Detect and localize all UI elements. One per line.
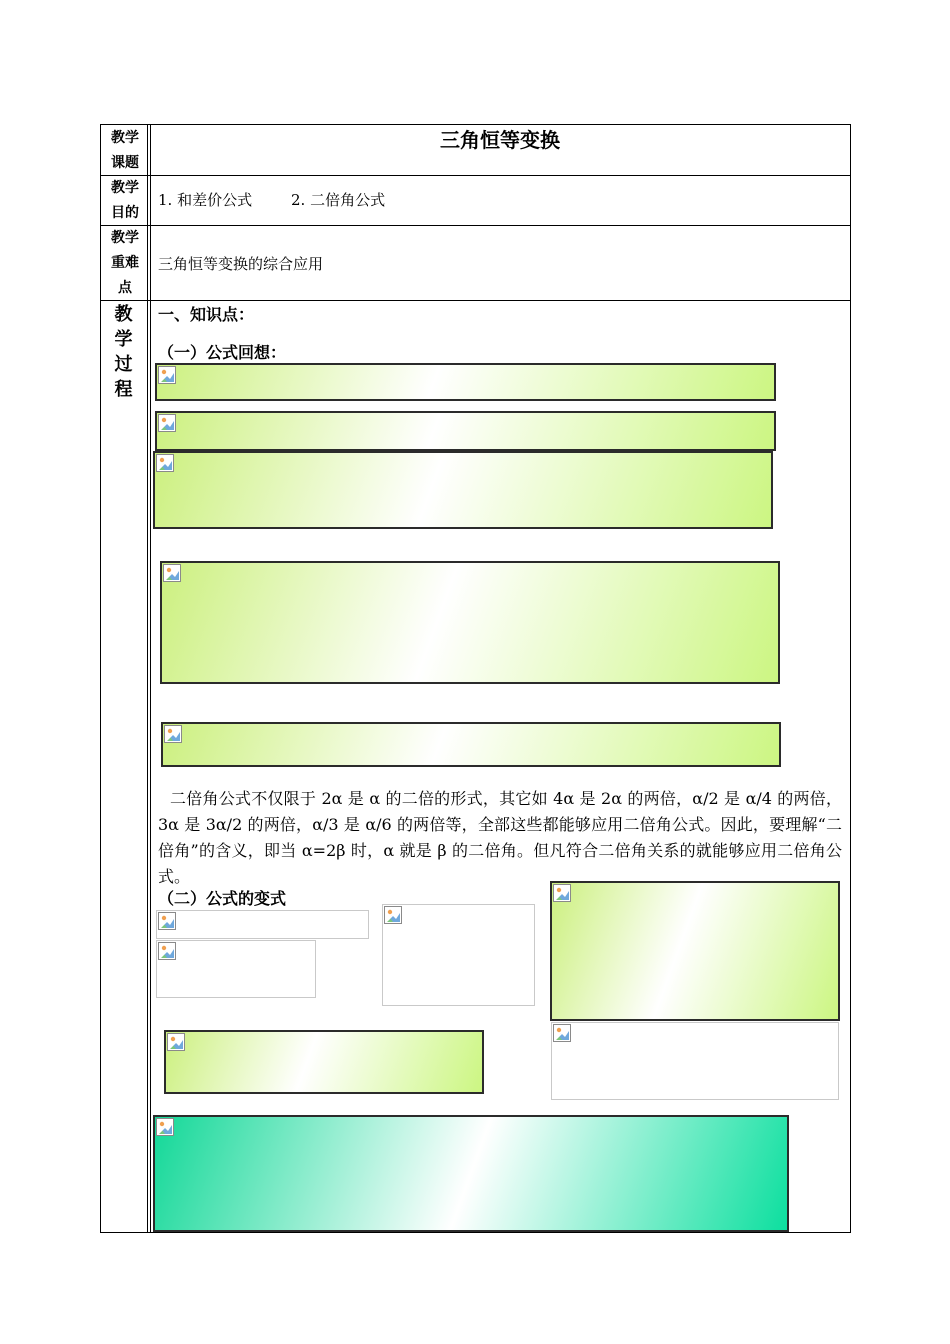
formula-image [153, 451, 773, 529]
lesson-title: 三角恒等变换 [440, 128, 560, 152]
subsection-heading-review: （一）公式回想： [158, 343, 287, 362]
broken-image-icon [158, 366, 176, 384]
label-line: 教学 [111, 130, 139, 146]
label-line: 课题 [111, 155, 139, 171]
key-points-text: 三角恒等变换的综合应用 [158, 255, 324, 273]
row-label-objective [100, 176, 150, 226]
row-label-topic [100, 126, 150, 176]
formula-image [155, 411, 776, 451]
formula-image [550, 881, 840, 1021]
broken-image-icon [158, 942, 176, 960]
formula-image [161, 722, 781, 767]
formula-image [156, 940, 316, 998]
label-line: 教学 [111, 230, 139, 246]
formula-image [153, 1115, 789, 1232]
label-line: 点 [118, 280, 132, 296]
broken-image-icon [553, 884, 571, 902]
row-label-process [100, 302, 147, 402]
broken-image-icon [553, 1024, 571, 1042]
label-line: 教 [114, 304, 133, 325]
formula-image [382, 904, 535, 1006]
broken-image-icon [384, 906, 402, 924]
label-line: 学 [114, 329, 133, 350]
objective-item-2: 2. 二倍角公式 [291, 191, 386, 209]
label-line: 程 [114, 379, 133, 400]
label-line: 过 [114, 354, 133, 375]
formula-image [155, 363, 776, 401]
row-divider [100, 300, 851, 301]
table-right-border [850, 124, 851, 1233]
broken-image-icon [164, 725, 182, 743]
row-divider [100, 225, 851, 226]
label-line: 教学 [111, 180, 139, 196]
broken-image-icon [158, 414, 176, 432]
broken-image-icon [158, 912, 176, 930]
formula-image [160, 561, 780, 684]
explanation-paragraph: 二倍角公式不仅限于 2α 是 α 的二倍的形式，其它如 4α 是 2α 的两倍，α/2 是 α/4 的两倍，3α 是 3α/2 的两倍，α/3 是 α/6 的两倍等，全部这些都能够应用二倍角公式。因此，要理解“二倍角”的含义，即当 α=2β 时，α 就是 β 的二倍角。但凡符合二倍角关系的就能够应用二倍角公式。 [158, 789, 842, 886]
column-divider-inner [150, 124, 151, 1233]
broken-image-icon [156, 454, 174, 472]
table-top-border [100, 124, 851, 125]
table-bottom-border [100, 1232, 851, 1233]
broken-image-icon [156, 1118, 174, 1136]
section-heading: 一、知识点： [158, 305, 255, 324]
broken-image-icon [167, 1033, 185, 1051]
broken-image-icon [163, 564, 181, 582]
row-divider [100, 175, 851, 176]
formula-image [156, 910, 369, 939]
formula-image [164, 1030, 484, 1094]
label-line: 目的 [111, 205, 139, 221]
objective-item-1: 1. 和差价公式 [158, 191, 253, 209]
formula-image [551, 1022, 839, 1100]
label-line: 重难 [111, 255, 139, 271]
row-label-key-points [100, 226, 150, 301]
subsection-heading-variants: （二）公式的变式 [158, 889, 287, 908]
